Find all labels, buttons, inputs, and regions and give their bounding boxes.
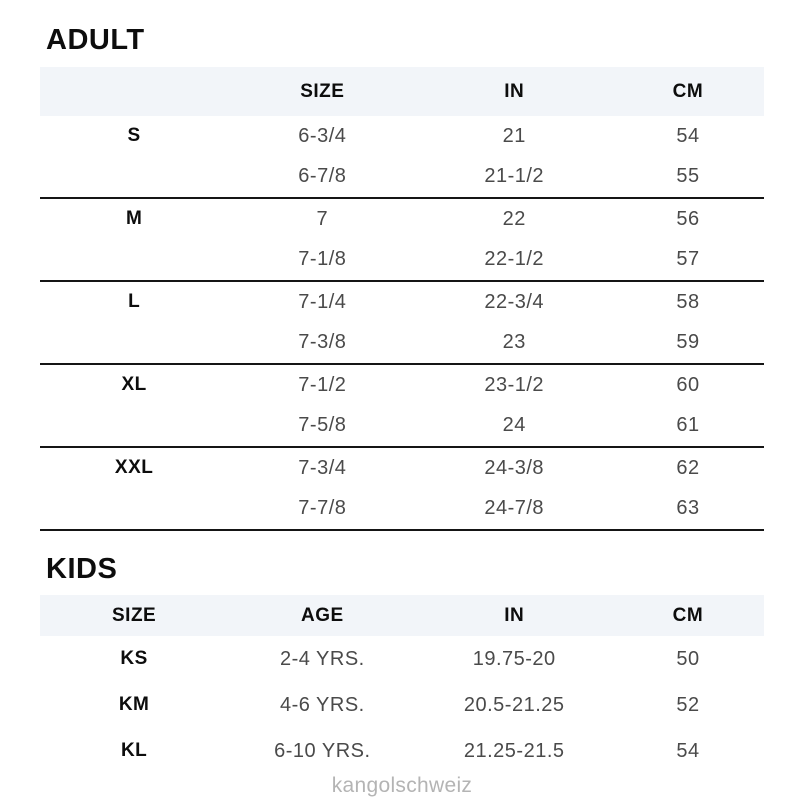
inches-value: 22-3/4 [484, 290, 545, 313]
hat-size-value: 7-1/4 [298, 290, 347, 313]
hat-size-value: 7-3/8 [298, 331, 347, 354]
adult-header-in: IN [504, 80, 525, 102]
cm-value: 55 [676, 165, 700, 188]
size-label: KL [120, 740, 148, 761]
adult-header-size: SIZE [300, 80, 345, 102]
inches-value: 20.5-21.25 [463, 693, 565, 716]
adult-table-header-row [40, 67, 764, 116]
age-value: 2-4 YRS. [279, 647, 365, 670]
table-row [40, 199, 764, 240]
kids-header-in: IN [504, 604, 525, 626]
table-row [40, 240, 764, 281]
cm-value: 59 [676, 331, 700, 354]
kids-table-header-row [40, 595, 764, 636]
table-row [40, 406, 764, 447]
hat-size-value: 7-3/4 [298, 456, 347, 479]
inches-value: 21.25-21.5 [463, 739, 565, 762]
size-group-xl [40, 365, 764, 448]
size-label: S [127, 125, 141, 147]
cm-value: 57 [676, 248, 700, 271]
table-row [40, 116, 764, 157]
table-row [40, 323, 764, 364]
inches-value: 23-1/2 [484, 373, 545, 396]
kids-header-size: SIZE [112, 604, 157, 626]
size-group-s [40, 116, 764, 199]
site-watermark: kangolschweiz [331, 774, 473, 797]
table-row [40, 365, 764, 406]
size-group-xxl [40, 448, 764, 531]
kids-size-table [40, 595, 764, 774]
hat-size-value: 7-7/8 [298, 497, 347, 520]
adult-section-title: ADULT [46, 24, 145, 56]
size-group-m [40, 199, 764, 282]
inches-value: 22-1/2 [484, 248, 545, 271]
adult-header-cm: CM [672, 80, 704, 102]
size-label: KS [120, 648, 148, 669]
hat-size-value: 6-3/4 [298, 124, 347, 147]
kids-header-age: AGE [301, 604, 344, 626]
size-label: L [128, 291, 141, 313]
cm-value: 54 [676, 124, 700, 147]
cm-value: 62 [676, 456, 700, 479]
table-row [40, 489, 764, 530]
cm-value: 50 [676, 647, 700, 670]
inches-value: 22 [502, 207, 526, 230]
kids-header-cm: CM [672, 604, 704, 626]
hat-size-value: 7-1/2 [298, 373, 347, 396]
hat-size-value: 7-1/8 [298, 248, 347, 271]
cm-value: 60 [676, 373, 700, 396]
table-row [40, 282, 764, 323]
inches-value: 21-1/2 [484, 165, 545, 188]
hat-size-value: 6-7/8 [298, 165, 347, 188]
kids-section-title: KIDS [46, 553, 118, 585]
inches-value: 24 [502, 414, 526, 437]
hat-size-value: 7-5/8 [298, 414, 347, 437]
cm-value: 56 [676, 207, 700, 230]
inches-value: 19.75-20 [472, 647, 556, 670]
table-row [40, 728, 764, 774]
inches-value: 23 [502, 331, 526, 354]
age-value: 6-10 YRS. [274, 739, 371, 762]
cm-value: 63 [676, 497, 700, 520]
inches-value: 24-7/8 [484, 497, 545, 520]
cm-value: 52 [676, 693, 700, 716]
adult-size-table [40, 67, 764, 531]
table-row [40, 157, 764, 198]
cm-value: 61 [676, 414, 700, 437]
table-row [40, 448, 764, 489]
size-label: XL [121, 374, 147, 396]
inches-value: 21 [502, 124, 526, 147]
hat-size-value: 7 [316, 207, 329, 230]
size-label: KM [118, 694, 150, 715]
table-row [40, 682, 764, 728]
inches-value: 24-3/8 [484, 456, 545, 479]
size-group-l [40, 282, 764, 365]
age-value: 4-6 YRS. [279, 693, 365, 716]
table-row [40, 636, 764, 682]
cm-value: 54 [676, 739, 700, 762]
size-label: M [125, 208, 143, 230]
cm-value: 58 [676, 290, 700, 313]
size-label: XXL [114, 457, 154, 479]
